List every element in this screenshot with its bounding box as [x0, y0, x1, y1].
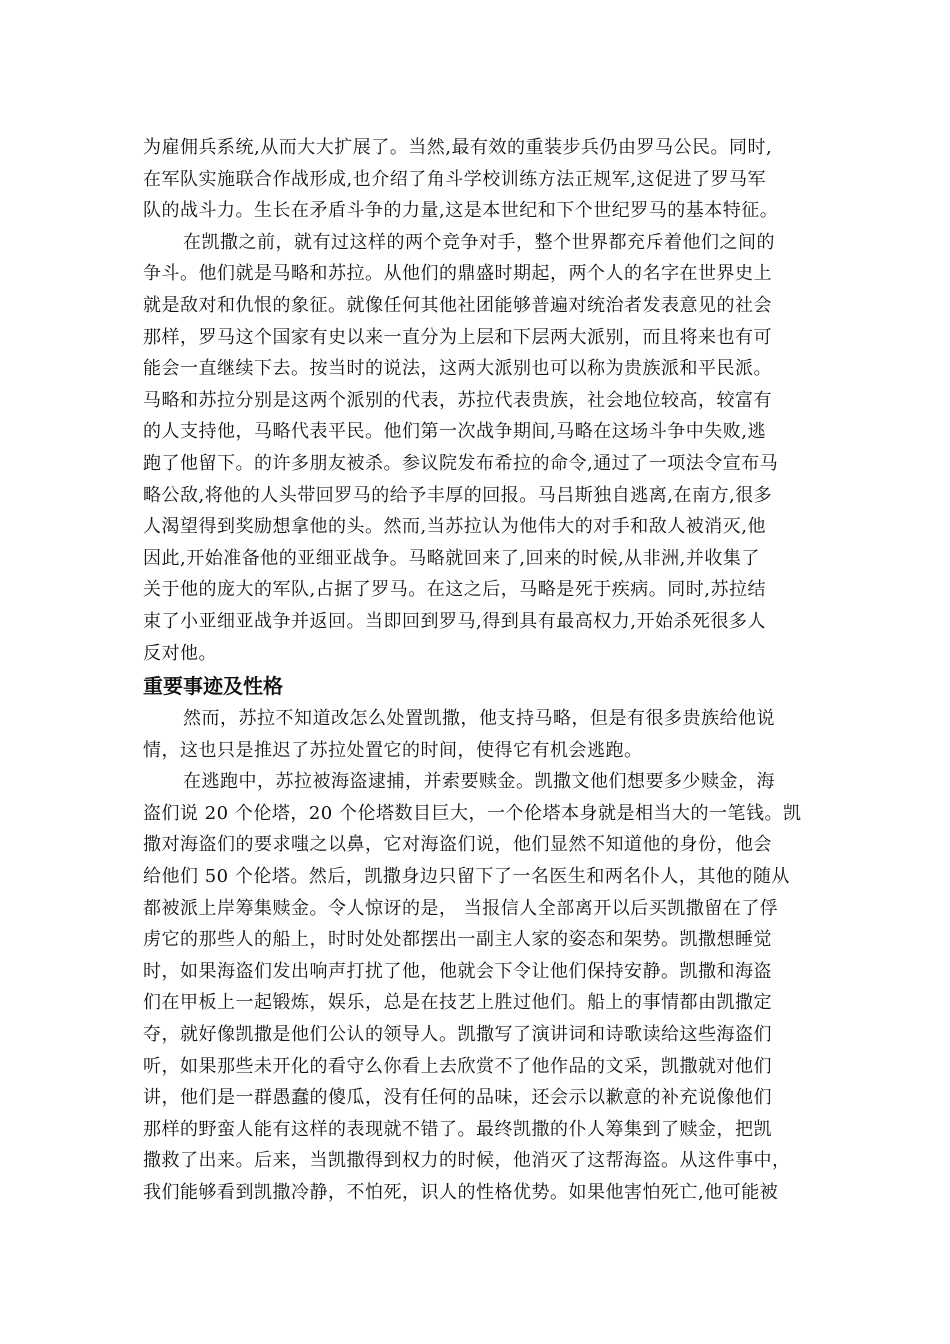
text-line: 虏它的那些人的船上，时时处处都摆出一副主人家的姿态和架势。凯撒想睡觉: [143, 929, 772, 951]
text-line: 撒对海盗们的要求嗤之以鼻，它对海盗们说，他们显然不知道他的身份，他会: [143, 834, 772, 856]
text-line: 争斗。他们就是马略和苏拉。从他们的鼎盛时期起，两个人的名字在世界史上: [143, 263, 772, 285]
text-line: 然而，苏拉不知道改怎么处置凯撒，他支持马略，但是有很多贵族给他说: [183, 708, 775, 730]
text-line: 人渴望得到奖励想拿他的头。然而,当苏拉认为他伟大的对手和敌人被消灭,他: [143, 516, 766, 538]
document-page: [143, 132, 809, 1209]
text-line: 都被派上岸筹集赎金。令人惊讶的是， 当报信人全部离开以后买凯撒留在了俘: [143, 897, 779, 919]
text-line: 在逃跑中，苏拉被海盗逮捕，并索要赎金。凯撒文他们想要多少赎金，海: [183, 771, 775, 793]
text-line: 束了小亚细亚战争并返回。当即回到罗马,得到具有最高权力,开始杀死很多人: [143, 610, 766, 632]
text-line: 讲，他们是一群愚蠢的傻瓜，没有任何的品味，还会示以歉意的补充说像他们: [143, 1087, 772, 1109]
text-line: 为雇佣兵系统,从而大大扩展了。当然,最有效的重装步兵仍由罗马公民。同时,: [143, 137, 773, 158]
text-line: 时，如果海盗们发出响声打扰了他，他就会下令让他们保持安静。凯撒和海盗: [143, 960, 772, 982]
text-line: 我们能够看到凯撒冷静，不怕死，识人的性格优势。如果他害怕死亡,他可能被: [143, 1182, 779, 1203]
text-line: 们在甲板上一起锻炼，娱乐，总是在技艺上胜过他们。船上的事情都由凯撒定: [143, 992, 772, 1014]
text-line: 的人支持他，马略代表平民。他们第一次战争期间,马略在这场斗争中失败,逃: [143, 421, 766, 443]
text-line: 情，这也只是推迟了苏拉处置它的时间，使得它有机会逃跑。: [143, 739, 643, 761]
paragraph: [143, 132, 809, 227]
paragraph: [143, 703, 809, 766]
text-line: 反对他。: [143, 642, 217, 664]
text-line: 那样，罗马这个国家有史以来一直分为上层和下层两大派别，而且将来也有可: [143, 326, 772, 348]
text-line: 跑了他留下。的许多朋友被杀。参议院发布希拉的命令,通过了一项法令宣布马: [143, 452, 779, 474]
text-line: 因此,开始准备他的亚细亚战争。马略就回来了,回来的时候,从非洲,并收集了: [143, 547, 760, 569]
text-line: 在凯撒之前，就有过这样的两个竞争对手，整个世界都充斥着他们之间的: [183, 231, 775, 253]
text-line: 那样的野蛮人能有这样的表现就不错了。最终凯撒的仆人筹集到了赎金，把凯: [143, 1118, 772, 1140]
text-line: 给他们 50 个伦塔。然后，凯撒身边只留下了一名医生和两名仆人，其他的随从: [143, 866, 790, 888]
text-line: 马略和苏拉分别是这两个派别的代表，苏拉代表贵族，社会地位较高，较富有: [143, 389, 772, 411]
text-line: 夺，就好像凯撒是他们公认的领导人。凯撒写了演讲词和诗歌读给这些海盗们: [143, 1024, 772, 1046]
text-line: 队的战斗力。生长在矛盾斗争的力量,这是本世纪和下个世纪罗马的基本特征。: [143, 200, 779, 222]
text-line: 略公敌,将他的人头带回罗马的给予丰厚的回报。马吕斯独自逃离,在南方,很多: [143, 484, 773, 506]
text-line: 能会一直继续下去。按当时的说法，这两大派别也可以称为贵族派和平民派。: [143, 358, 772, 380]
text-line: 关于他的庞大的军队,占据了罗马。在这之后，马略是死于疾病。同时,苏拉结: [143, 579, 766, 601]
text-line: 听，如果那些未开化的看守么你看上去欣赏不了他作品的文采，凯撒就对他们: [143, 1055, 772, 1077]
text-line: 撒救了出来。后来，当凯撒得到权力的时候，他消灭了这帮海盗。从这件事中，: [143, 1150, 791, 1172]
text-line: 在军队实施联合作战形成,也介绍了角斗学校训练方法正规军,这促进了罗马军: [143, 168, 766, 190]
section-heading: 重要事迹及性格: [143, 674, 283, 699]
paragraph: [143, 227, 809, 669]
text-line: 盗们说 20 个伦塔，20 个伦塔数目巨大，一个伦塔本身就是相当大的一笔钱。凯: [143, 802, 802, 824]
text-line: 就是敌对和仇恨的象征。就像任何其他社团能够普遍对统治者发表意见的社会: [143, 294, 772, 316]
paragraph: [143, 766, 809, 1208]
